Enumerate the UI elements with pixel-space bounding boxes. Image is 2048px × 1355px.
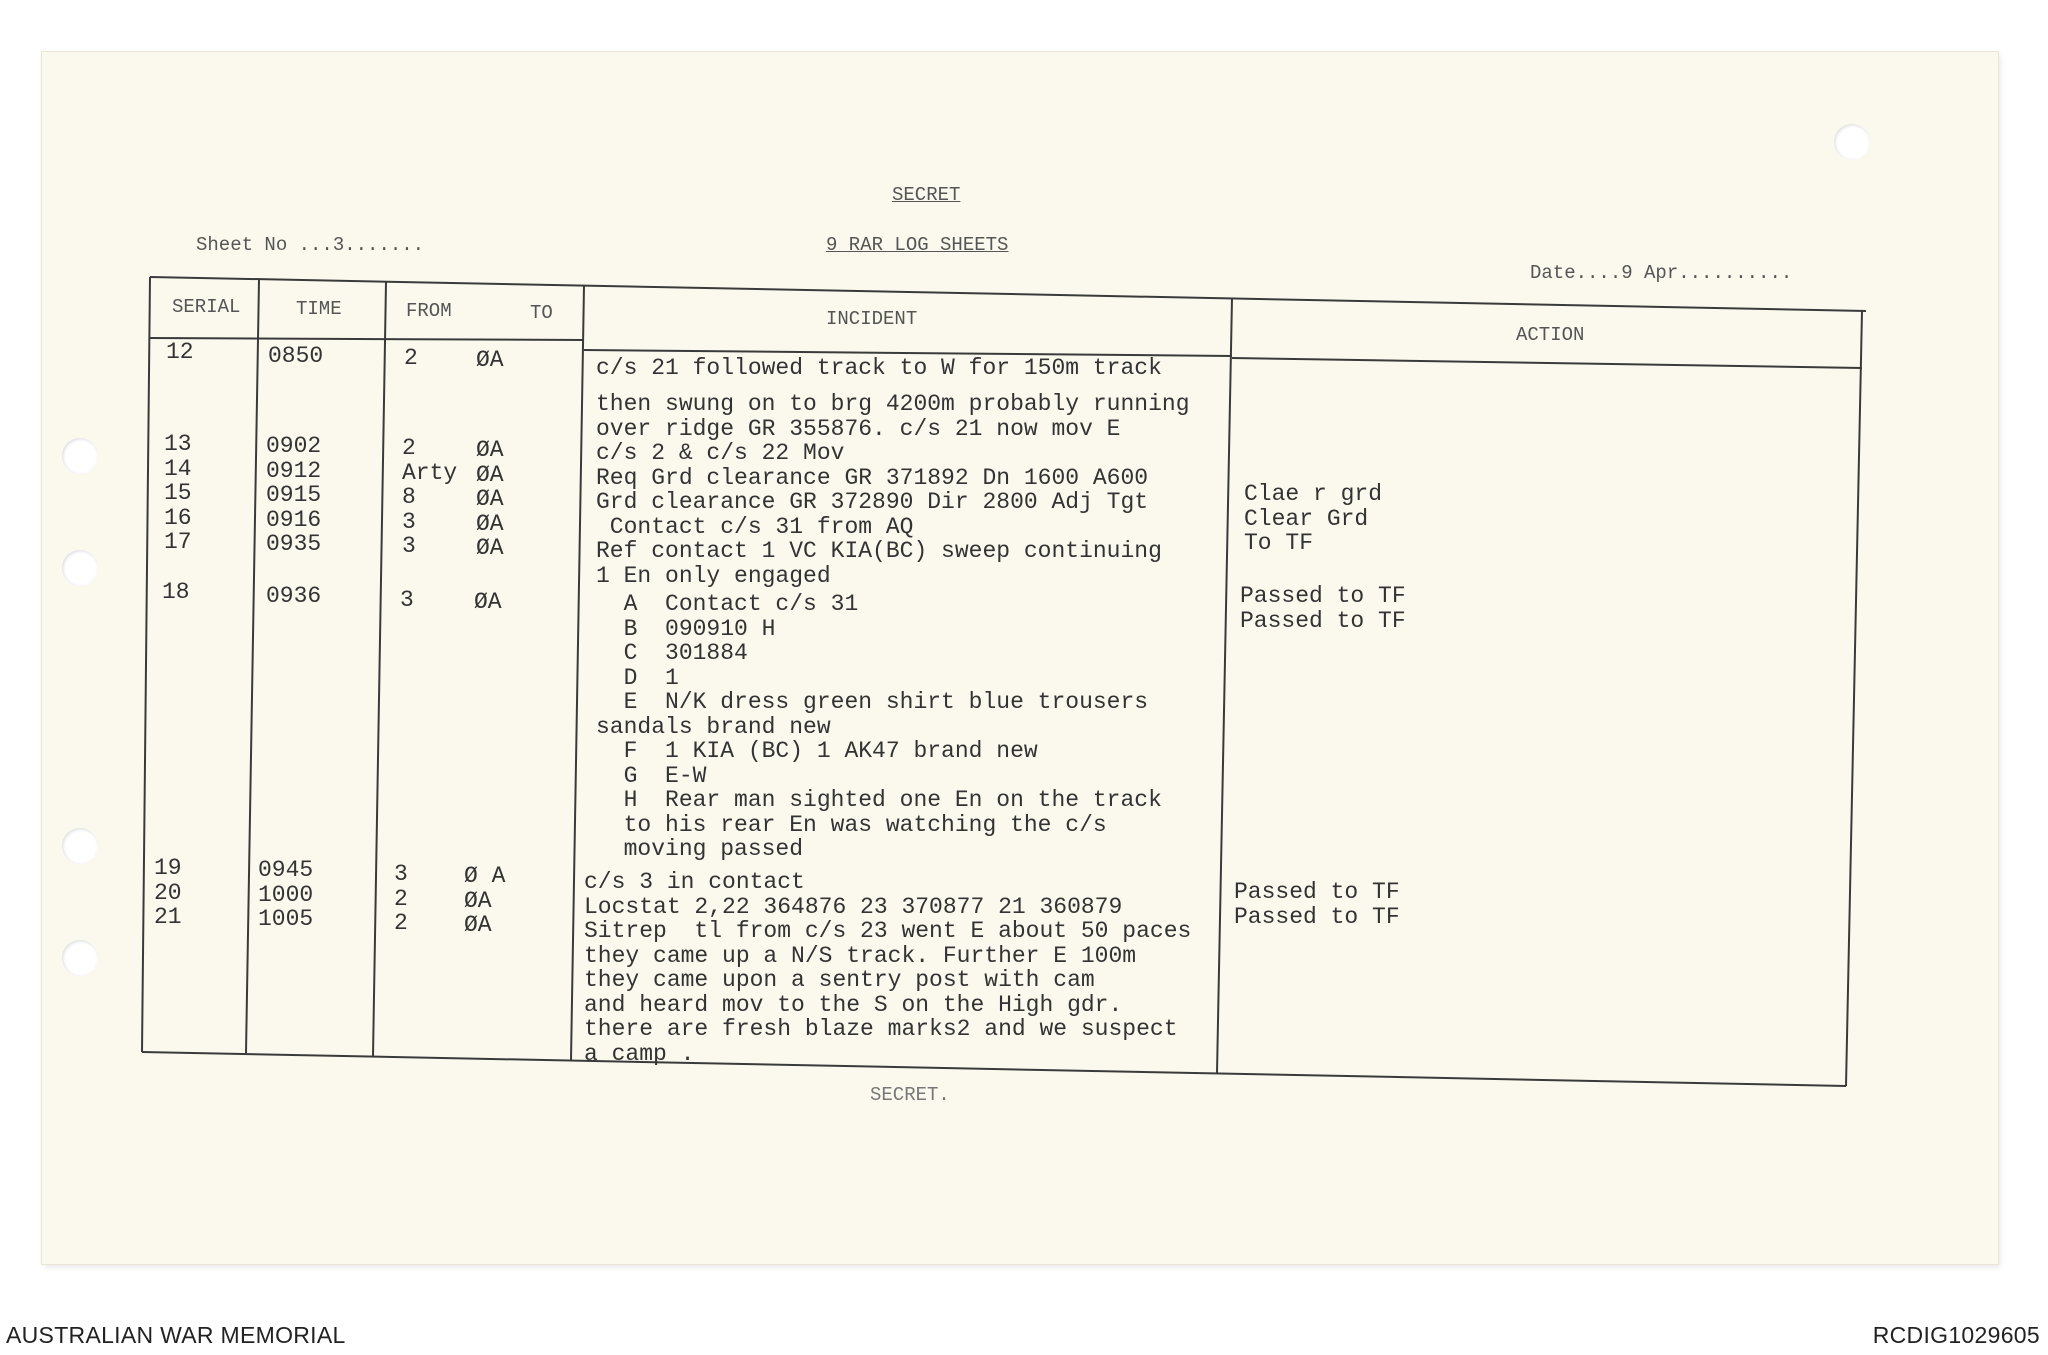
from-cell: Arty — [402, 459, 458, 486]
to-cell: Ø A — [464, 863, 506, 889]
text-line: moving passed — [596, 836, 804, 862]
serial-cell: 13 — [164, 431, 192, 457]
from-cell: 2 — [402, 435, 416, 461]
punch-hole — [62, 940, 98, 976]
time-cell: 1005 — [258, 906, 314, 932]
from-cell: 2 — [394, 910, 408, 936]
text-line: Req Grd clearance GR 371892 Dn 1600 A600 — [596, 464, 1149, 491]
to-cell: ØA — [464, 912, 492, 938]
text-line: over ridge GR 355876. c/s 21 now mov E — [596, 415, 1121, 442]
to-cell: ØA — [476, 510, 504, 537]
serial-cell: 15 — [164, 480, 192, 506]
header-to: TO — [530, 302, 553, 324]
header-time: TIME — [296, 298, 342, 320]
text-line: Contact c/s 31 from AQ — [596, 513, 914, 540]
serial-column-block — [164, 432, 192, 555]
incident-sitrep-block — [596, 592, 1162, 862]
text-line: B 090910 H — [596, 615, 776, 642]
archive-reference: RCDIG1029605 — [1872, 1322, 2040, 1348]
time-cell: 0916 — [266, 506, 322, 533]
from-cell: 3 — [394, 861, 408, 887]
serial-cell: 19 — [154, 855, 182, 881]
from-cell: 3 — [402, 533, 416, 559]
to-cell: ØA — [476, 461, 504, 488]
from-cell: 3 — [402, 508, 416, 535]
archive-credit: AUSTRALIAN WAR MEMORIAL — [6, 1322, 346, 1348]
text-line: C 301884 — [596, 640, 748, 666]
serial-cell: 14 — [164, 455, 192, 482]
text-line: then swung on to brg 4200m probably running — [596, 391, 1190, 417]
text-line: Locstat 2,22 364876 23 370877 21 360879 — [584, 893, 1123, 920]
to-cell: ØA — [476, 437, 504, 463]
time-row: 0936 — [266, 583, 322, 609]
text-line: Ref contact 1 VC KIA(BC) sweep continuing — [596, 538, 1162, 564]
text-line: D 1 — [596, 664, 679, 691]
text-line: c/s 2 & c/s 22 Mov — [596, 440, 845, 466]
time-cell: 0912 — [266, 457, 322, 484]
document-date: Date....9 Apr.......... — [1530, 262, 1793, 284]
to-cell: ØA — [476, 486, 504, 512]
time-cell: 0935 — [266, 531, 322, 557]
text-line: Grd clearance GR 372890 Dir 2800 Adj Tgt — [596, 489, 1149, 515]
from-column-block — [402, 436, 457, 559]
header-serial: SERIAL — [172, 296, 241, 318]
to-cell: ØA — [464, 887, 492, 914]
header-incident: INCIDENT — [826, 308, 918, 330]
text-line: A Contact c/s 31 — [596, 591, 859, 617]
serial-row: 12 — [166, 339, 194, 365]
text-line: G E-W — [596, 762, 707, 789]
from-cell: 8 — [402, 484, 416, 510]
header-from: FROM — [406, 300, 452, 322]
action-block — [1234, 880, 1400, 929]
time-cell: 0945 — [258, 857, 314, 883]
time-cell: 0902 — [266, 433, 322, 459]
text-line: sandals brand new — [596, 713, 831, 740]
text-line: they came upon a sentry post with cam — [584, 967, 1095, 993]
text-line: Passed to TF — [1234, 903, 1400, 930]
punch-hole — [62, 550, 98, 586]
punch-hole — [1834, 124, 1870, 160]
text-line: Passed to TF — [1240, 607, 1406, 634]
time-row: 0850 — [268, 343, 324, 369]
time-cell: 0915 — [266, 482, 322, 508]
from-column-block — [394, 862, 408, 936]
text-line: E N/K dress green shirt blue trousers — [596, 689, 1149, 715]
from-row: 2 — [404, 345, 418, 371]
punch-hole — [62, 438, 98, 474]
text-line: Sitrep tl from c/s 23 went E about 50 paces — [584, 918, 1192, 944]
text-line: a camp . — [584, 1040, 695, 1067]
to-row: ØA — [474, 589, 502, 615]
text-line: Passed to TF — [1240, 583, 1406, 609]
serial-cell: 20 — [154, 879, 182, 906]
time-cell: 1000 — [258, 881, 314, 908]
text-line: and heard mov to the S on the High gdr. — [584, 991, 1123, 1018]
action-block — [1240, 584, 1406, 633]
from-row: 3 — [400, 587, 414, 613]
text-line: F 1 KIA (BC) 1 AK47 brand new — [596, 738, 1038, 764]
text-line: they came up a N/S track. Further E 100m — [584, 942, 1137, 969]
text-line: there are fresh blaze marks2 and we suspect — [584, 1016, 1178, 1042]
text-line: H Rear man sighted one En on the track — [596, 787, 1162, 813]
serial-row: 18 — [162, 579, 190, 605]
action-block — [1244, 482, 1382, 556]
text-line: 1 En only engaged — [596, 562, 831, 589]
serial-column-block — [154, 856, 182, 930]
to-column-block — [464, 864, 505, 938]
time-column-block — [266, 434, 321, 557]
incident-first-line: c/s 21 followed track to W for 150m track — [596, 355, 1162, 381]
header-action: ACTION — [1516, 324, 1585, 346]
text-line: To TF — [1244, 530, 1314, 556]
serial-cell: 16 — [164, 504, 192, 531]
text-line: Passed to TF — [1234, 879, 1400, 905]
incident-text-block — [584, 870, 1191, 1066]
document-title: 9 RAR LOG SHEETS — [826, 234, 1009, 256]
punch-hole — [62, 828, 98, 864]
classification-top: SECRET — [892, 184, 961, 206]
time-column-block — [258, 858, 313, 932]
sheet-number: Sheet No ...3....... — [196, 234, 425, 256]
to-row: ØA — [476, 347, 504, 373]
incident-text-block — [596, 392, 1190, 588]
from-cell: 2 — [394, 885, 408, 912]
text-line: to his rear En was watching the c/s — [596, 811, 1107, 838]
text-line: Clae r grd — [1244, 481, 1383, 507]
text-line: Clear Grd — [1244, 505, 1369, 532]
to-cell: ØA — [476, 535, 504, 561]
to-column-block — [476, 438, 504, 561]
serial-cell: 17 — [164, 529, 192, 555]
classification-bottom: SECRET. — [870, 1084, 950, 1106]
text-line: c/s 3 in contact — [584, 869, 805, 895]
serial-cell: 21 — [154, 904, 182, 930]
